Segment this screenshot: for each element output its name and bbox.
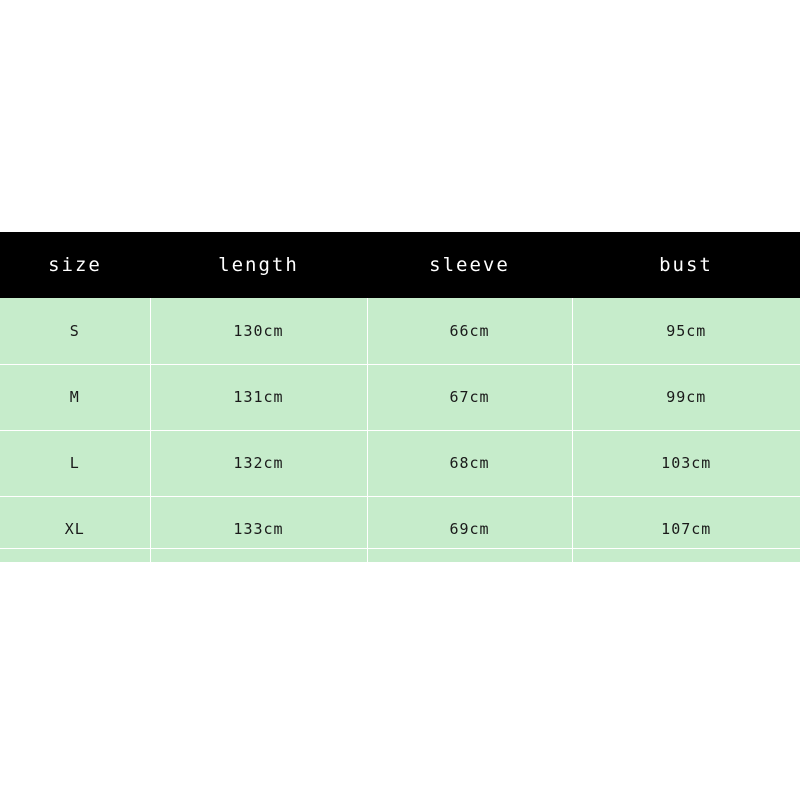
size-table-header xyxy=(0,232,800,298)
column-divider xyxy=(572,549,573,559)
table-row xyxy=(0,298,800,364)
cell-size: S xyxy=(0,298,150,364)
cell-length: 130cm xyxy=(150,298,367,364)
cell-length: 133cm xyxy=(150,496,367,562)
table-clipped-row-strip xyxy=(0,548,800,559)
cell-bust: 99cm xyxy=(572,364,800,430)
cell-length: 131cm xyxy=(150,364,367,430)
size-chart xyxy=(0,232,800,562)
column-header-length: length xyxy=(150,232,367,298)
column-divider xyxy=(150,549,151,559)
cell-size: M xyxy=(0,364,150,430)
column-header-bust: bust xyxy=(572,232,800,298)
cell-length: 132cm xyxy=(150,430,367,496)
table-row xyxy=(0,430,800,496)
cell-sleeve: 68cm xyxy=(367,430,572,496)
table-row xyxy=(0,364,800,430)
size-table-body xyxy=(0,298,800,562)
cell-bust: 103cm xyxy=(572,430,800,496)
size-table xyxy=(0,232,800,562)
column-divider xyxy=(367,549,368,559)
cell-size: L xyxy=(0,430,150,496)
column-header-sleeve: sleeve xyxy=(367,232,572,298)
table-header-row xyxy=(0,232,800,298)
cell-size: XL xyxy=(0,496,150,562)
cell-sleeve: 67cm xyxy=(367,364,572,430)
cell-sleeve: 66cm xyxy=(367,298,572,364)
cell-bust: 95cm xyxy=(572,298,800,364)
cell-bust: 107cm xyxy=(572,496,800,562)
cell-sleeve: 69cm xyxy=(367,496,572,562)
column-header-size: size xyxy=(0,232,150,298)
